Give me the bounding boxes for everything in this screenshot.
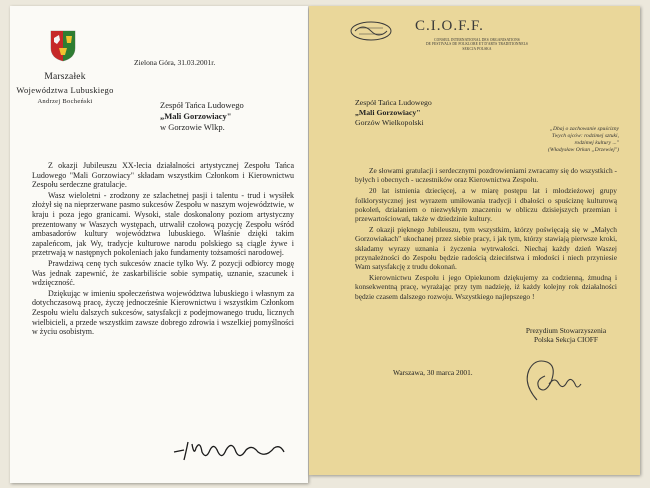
recipient-address bbox=[355, 98, 432, 128]
address-line: Gorzów Wielkopolski bbox=[355, 118, 424, 127]
handwritten-signature-icon bbox=[515, 354, 585, 406]
sender-name: Andrzej Bocheński bbox=[37, 98, 93, 105]
cioff-logo-icon bbox=[349, 20, 393, 42]
paragraph: Z okazji pięknego Jubileuszu, tym wszystkim, którzy poświęcają się w „Małych Gorzowiakach" ukochanej przez siebie pracy, i jak tym, którzy stawiają pierwsze kroki, składamy wyrazy uznania i życzenia wytrwałości. Niechaj każdy dzień Waszej przynależności do Zespołu będzie radością dzieciństwa i młodości i niech przyniesie Wam satysfakcję z trudu dokonań. bbox=[355, 225, 617, 272]
org-title: C.I.O.F.F. bbox=[415, 18, 484, 34]
paragraph: Dziękując w imieniu społeczeństwa województwa lubuskiego i własnym za dotychczasową pracę, życzę jednocześnie Kierownictwu i wszystkim Członkom Zespołu wielu dalszych sukcesów, satysfakcji z podejmowanego trudu, licznych wielbicieli, a przede wszystkim zawsze dobrego zdrowia i wszelkiej pomyślności w życiu osobistym. bbox=[32, 288, 294, 337]
quote-line: Twych ojców: rodzimej sztuki, bbox=[551, 133, 619, 139]
signatory-line: Prezydium Stowarzyszenia bbox=[525, 326, 607, 335]
paragraph: Ze słowami gratulacji i serdecznymi pozdrowieniami zwracamy się do wszystkich - byłych i obecnych - uczestników oraz Kierownictwa Zespołu. bbox=[355, 166, 617, 185]
cioff-letter bbox=[309, 6, 640, 475]
address-line: „Mali Gorzowiacy" bbox=[355, 108, 421, 117]
marshal-letter bbox=[10, 6, 308, 483]
paragraph: Kierownictwu Zespołu i jego Opiekunom dziękujemy za codzienną, żmudną i konsekwentną pracę, wyrażając przy tym nadzieję, iż każdy kolejny rok działalności będzie czasem dalszego rozwoju. Wszystkiego najlepszego ! bbox=[355, 273, 617, 301]
sender-office: Województwa Lubuskiego bbox=[16, 85, 114, 95]
sender-title: Marszałek bbox=[44, 72, 86, 82]
letter-date: Warszawa, 30 marca 2001. bbox=[393, 368, 473, 377]
org-subtitle bbox=[407, 38, 547, 51]
quote-line: „Dbaj o zachowanie spuścizny bbox=[549, 126, 619, 132]
letter-date: Zielona Góra, 31.03.2001r. bbox=[134, 58, 216, 67]
address-line: Zespół Tańca Ludowego bbox=[355, 98, 432, 107]
org-subtitle-line: DE FESTIVALS DE FOLKLORE ET D'ARTS TRADITIONNELS bbox=[425, 42, 529, 47]
paragraph: Z okazji Jubileuszu XX-lecia działalności artystycznej Zespołu Tańca Ludowego "Mali Gorzowiacy" składam wszystkim Członkom i Kierownictwu Zespołu serdeczne gratulacje. bbox=[32, 161, 294, 190]
signatory bbox=[501, 326, 631, 344]
paragraph: 20 lat istnienia dziecięcej, a w miarę postępu lat i młodzieżowej grupy folklorystycznej jest wyrazem umiłowania tradycji i dbałości o spuściznę kulturową pokoleń, działaniem o niezwykłym znaczeniu w obliczu dzisiejszych przemian i przewartościowań, także w dziedzinie kultury. bbox=[355, 186, 617, 224]
org-subtitle-line: SEKCJA POLSKA bbox=[462, 46, 492, 51]
voivodeship-crest-icon bbox=[50, 30, 76, 62]
quote-line: rodzimej kultury ..." bbox=[574, 140, 619, 146]
address-line: „Mali Gorzowiacy" bbox=[160, 111, 232, 121]
quote-author: (Władysław Orkan „Drzewiej") bbox=[547, 147, 619, 153]
address-line: w Gorzowie Wlkp. bbox=[160, 122, 225, 132]
signatory-line: Polska Sekcja CIOFF bbox=[533, 335, 599, 344]
letter-body bbox=[355, 166, 617, 303]
epigraph-quote bbox=[509, 126, 619, 154]
paragraph: Wasz wieloletni - zrodzony ze szlachetnej pasji i talentu - trud i wysiłek złożył się na nieprzerwane pasmo sukcesów Zespołu w naszym województwie, w kraju i poza jego granicami. Wysoki, stale doskonalony poziom artystyczny prezentowany w Waszych występach, utrwalił czołową pozycję Zespołu wśród ambasadorów kultury województwa lubuskiego. Właśnie dzięki takim zapaleńcom, jak Wy, tradycje kulturowe narodu polskiego są ciągle żywe i przetrwają w następnych pokoleniach jako fundamenty tożsamości narodowej. bbox=[32, 190, 294, 258]
address-line: Zespół Tańca Ludowego bbox=[160, 100, 244, 110]
recipient-address bbox=[160, 100, 244, 133]
letter-body bbox=[32, 161, 294, 338]
handwritten-signature-icon bbox=[170, 438, 290, 462]
org-subtitle-line: CONSEIL INTERNATIONAL DES ORGANISATIONS bbox=[434, 38, 520, 42]
paragraph: Prawdziwą cenę tych sukcesów znacie tylko Wy. Z pozycji odbiorcy mogę Was jednak zapewnić, że zaskarbiliście sobie sympatię, uznanie, szacunek i wdzięczność. bbox=[32, 258, 294, 288]
